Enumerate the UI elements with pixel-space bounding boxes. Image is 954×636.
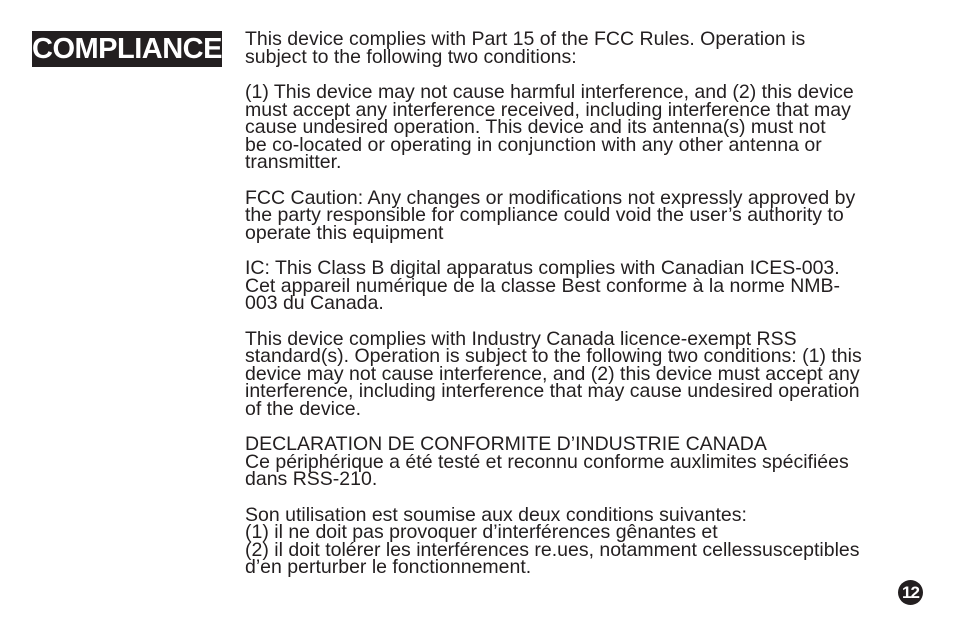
- text-line: must accept any interference received, including interference that may: [245, 98, 851, 121]
- text-line: the party responsible for compliance could void the user’s authority to: [245, 204, 844, 226]
- text-line: (1) il ne doit pas provoquer d’interférences gênantes et: [245, 521, 718, 543]
- text-line: standard(s). Operation is subject to the following two conditions: (1) this: [245, 345, 862, 367]
- text-line: device may not cause interference, and (2) this device must accept any: [245, 362, 860, 385]
- text-line: of the device.: [245, 397, 361, 420]
- text-line: IC: This Class B digital apparatus complies with Canadian ICES-003.: [245, 257, 840, 279]
- paragraph-fcc-part15: [245, 28, 925, 68]
- text-line: (1) This device may not cause harmful interference, and (2) this device: [245, 81, 854, 103]
- text-line: subject to the following two conditions:: [245, 45, 577, 68]
- paragraph-fcc-caution: [245, 186, 925, 244]
- paragraph-declaration: [245, 433, 925, 490]
- text-line: Son utilisation est soumise aux deux conditions suivantes:: [245, 503, 747, 526]
- text-line: (2) il doit tolérer les interférences re.ues, notamment cellessusceptibles: [245, 538, 860, 561]
- text-line: d’en perturber le fonctionnement.: [245, 556, 532, 578]
- text-line: operate this equipment: [245, 221, 444, 244]
- paragraph-utilisation: [245, 503, 925, 578]
- text-line: transmitter.: [245, 151, 342, 173]
- page-number-badge: 12: [898, 580, 923, 605]
- text-line: This device complies with Industry Canada licence-exempt RSS: [245, 327, 797, 350]
- text-line: This device complies with Part 15 of the FCC Rules. Operation is: [245, 28, 806, 50]
- text-line: DECLARATION DE CONFORMITE D’INDUSTRIE CANADA: [245, 433, 767, 455]
- text-line: dans RSS-210.: [245, 468, 378, 490]
- text-line: Cet appareil numérique de la classe Best conforme à la norme NMB-: [245, 274, 841, 297]
- paragraph-ic: [245, 257, 925, 314]
- text-line: be co-located or operating in conjunction with any other antenna or: [245, 133, 822, 156]
- text-line: Ce périphérique a été testé et reconnu conforme auxlimites spécifiées: [245, 450, 849, 473]
- text-line: FCC Caution: Any changes or modifications not expressly approved by: [245, 186, 856, 209]
- text-line: interference, including interference that may cause undesired operation: [245, 380, 860, 402]
- text-line: 003 du Canada.: [245, 292, 384, 314]
- section-heading: COMPLIANCE: [32, 33, 222, 65]
- paragraph-conditions: [245, 81, 925, 173]
- paragraph-industry-canada: [245, 327, 925, 420]
- text-line: cause undesired operation. This device and its antenna(s) must not: [245, 116, 826, 138]
- compliance-text: [245, 28, 925, 595]
